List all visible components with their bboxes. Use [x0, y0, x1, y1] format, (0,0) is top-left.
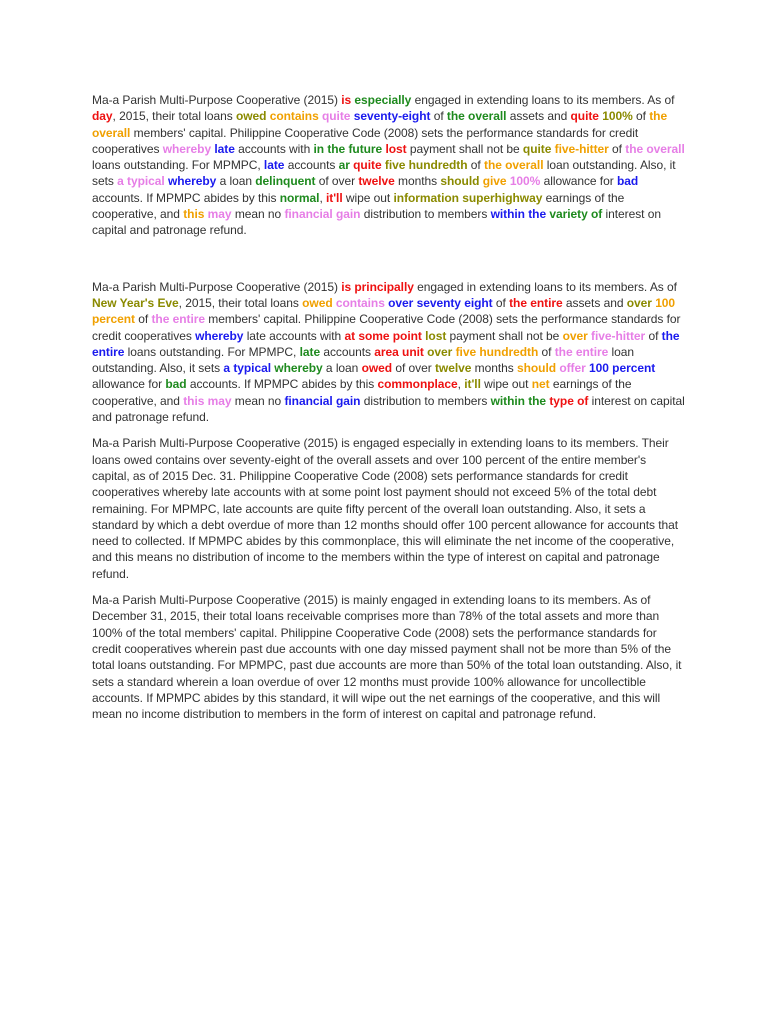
highlighted-word: this	[183, 207, 205, 222]
highlighted-word: five-hitter	[554, 141, 609, 156]
highlighted-word: type of	[549, 393, 589, 408]
text-run: of	[538, 344, 555, 359]
highlighted-word: area unit	[374, 344, 424, 359]
text-run: Ma-a Parish Multi-Purpose Cooperative (2015)	[92, 93, 342, 107]
highlighted-word: owed	[235, 109, 267, 124]
paragraph-1	[92, 92, 686, 239]
paragraph-2	[92, 279, 686, 426]
text-run: loans outstanding. For MPMPC,	[92, 158, 264, 173]
text-run: Ma-a Parish Multi-Purpose Cooperative (2015) is mainly engaged in extending loans to its members. As of December 31, 2015, their total loans receivable comprises more than 78% of the total assets and more than 100% of the total members' capital. Philippine Cooperative Code (2008) sets the performance standards for credit cooperatives wherein past due accounts with one day missed payment shall not be more than 5% of the total loans outstanding. For MPMPC, past due accounts are more than 50% of the total loan outstanding. Also, it sets a standard wherein a loan overdue of over 12 months must provide 100% allowance for uncollectible accounts. If MPMPC abides by this standard, it will wipe out the net earnings of the cooperative, and this will mean no income distribution to members in the form of interest on capital and patronage refund.	[92, 593, 682, 722]
text-run: wipe out	[342, 190, 394, 205]
highlighted-word: information superhighway	[393, 190, 543, 205]
highlighted-word: day	[92, 109, 113, 124]
text-run: of over	[392, 361, 435, 376]
highlighted-word: five hundredth	[384, 158, 468, 173]
highlighted-word: commonplace	[377, 377, 458, 392]
highlighted-word: contains	[269, 109, 319, 124]
text-run: of	[608, 141, 626, 156]
text-run: allowance for	[92, 377, 166, 392]
highlighted-word: within the	[490, 207, 547, 222]
text-run: months	[471, 361, 517, 376]
highlighted-word: late	[214, 141, 235, 156]
text-run: engaged in extending loans to its members. As of	[413, 279, 677, 294]
text-run: mean no	[231, 207, 285, 222]
highlighted-word: it'll	[464, 377, 481, 392]
highlighted-word: 100 percent	[589, 361, 656, 376]
text-run: accounts. If MPMPC abides by this	[92, 190, 280, 205]
highlighted-word: owed	[361, 361, 393, 376]
highlighted-word: lost	[385, 141, 407, 156]
highlighted-word: over seventy eight	[388, 295, 493, 310]
highlighted-word: is principally	[341, 279, 414, 294]
text-run: a loan	[322, 361, 362, 376]
highlighted-word: five-hitter	[591, 328, 646, 343]
highlighted-word: at some point	[344, 328, 422, 343]
text-run: late accounts with	[243, 328, 345, 343]
highlighted-word: quite	[353, 158, 382, 173]
text-run: engaged in extending loans to its members. As of	[411, 93, 675, 107]
paragraph-4	[92, 592, 686, 722]
highlighted-word: New Year's Eve	[92, 295, 179, 310]
text-run: of	[632, 109, 650, 124]
highlighted-word: over	[626, 295, 652, 310]
text-run: accounts. If MPMPC abides by this	[186, 377, 378, 392]
highlighted-word: 100 percent	[92, 295, 676, 327]
text-run: interest on capital and patronage refund.	[92, 393, 685, 425]
highlighted-word: delinquent	[255, 174, 316, 189]
text-run: months	[394, 174, 441, 189]
highlighted-word: financial gain	[284, 393, 361, 408]
highlighted-word: twelve	[358, 174, 395, 189]
highlighted-word: over	[427, 344, 453, 359]
text-run: distribution to members	[360, 393, 491, 408]
text-run: of	[467, 158, 484, 173]
highlighted-word: should	[440, 174, 480, 189]
highlighted-word: quite	[570, 109, 599, 124]
text-run: interest on capital and patronage refund.	[92, 207, 662, 238]
highlighted-word: financial gain	[284, 207, 361, 222]
text-run: of over	[315, 174, 359, 189]
highlighted-word: the overall	[446, 109, 507, 124]
text-run: assets and	[562, 295, 627, 310]
highlighted-word: give	[482, 174, 507, 189]
text-run: accounts	[320, 344, 375, 359]
highlighted-word: the overall	[92, 109, 668, 140]
highlighted-word: contains	[335, 295, 385, 310]
text-run: of	[430, 109, 447, 124]
highlighted-word: within the	[490, 393, 547, 408]
text-run: Ma-a Parish Multi-Purpose Cooperative (2015) is engaged especially in extending loans to its members. Their loans owed contains over seventy-eight of the overall assets and over 100 percent of the entire member's capital, as of 2015 Dec. 31. Philippine Cooperative Code (2008) sets performance standards for credit cooperatives whereby late accounts with at some point lost payment should not exceed 5% of the total debt remaining. For MPMPC, late accounts are quite fifty percent of the overall loan outstanding. Also, it sets a standard by which a debt overdue of more than 12 months should offer 100 percent allowance for accounts that need to collected. If MPMPC abides by this commonplace, this will eliminate the net income of the cooperative, and this means no distribution of income to the members within the type of interest on capital and patronage refund.	[92, 436, 679, 581]
text-run: mean no	[231, 393, 285, 408]
highlighted-word: it'll	[326, 190, 343, 205]
highlighted-word: a typical	[117, 174, 165, 189]
highlighted-word: over	[562, 328, 588, 343]
highlighted-word: in the future	[313, 141, 383, 156]
text-run: distribution to members	[360, 207, 491, 222]
text-run: ,	[319, 190, 327, 205]
highlighted-word: is	[341, 93, 352, 107]
highlighted-word: especially	[354, 93, 412, 107]
highlighted-word: bad	[616, 174, 639, 189]
highlighted-word: variety of	[549, 207, 603, 222]
highlighted-word: the entire	[92, 328, 680, 359]
highlighted-word: ar	[338, 158, 350, 173]
highlighted-word: 100%	[602, 109, 633, 124]
highlighted-word: owed	[302, 295, 333, 310]
text-run: accounts	[284, 158, 339, 173]
text-run: payment shall not be	[446, 328, 563, 343]
document-page	[92, 92, 686, 722]
text-run: , 2015, their total loans	[112, 109, 236, 124]
text-run: assets and	[506, 109, 571, 124]
highlighted-word: a typical	[223, 361, 271, 376]
highlighted-word: this may	[183, 393, 232, 408]
text-run: wipe out	[480, 377, 532, 392]
highlighted-word: bad	[165, 377, 187, 392]
highlighted-word: the entire	[151, 312, 205, 327]
text-run: a loan	[216, 174, 256, 189]
text-run: payment shall not be	[406, 141, 523, 156]
highlighted-word: five hundredth	[455, 344, 539, 359]
text-run: members' capital. Philippine Cooperative Code (2008) sets the performance standards for credit cooperatives	[92, 312, 681, 343]
text-run: loan outstanding. Also, it sets	[92, 158, 676, 189]
highlighted-word: the entire	[554, 344, 609, 359]
text-run: loan outstanding. Also, it sets	[92, 344, 635, 376]
highlighted-word: late	[299, 344, 321, 359]
text-run: earnings of the cooperative, and	[92, 377, 632, 408]
text-run: ,	[457, 377, 465, 392]
highlighted-word: may	[207, 207, 232, 222]
highlighted-word: offer	[559, 361, 586, 376]
text-run: allowance for	[540, 174, 617, 189]
highlighted-word: the entire	[509, 295, 563, 310]
text-run: accounts with	[234, 141, 314, 156]
text-run: of	[135, 312, 152, 327]
highlighted-word: whereby	[195, 328, 244, 343]
text-run: of	[645, 328, 662, 343]
highlighted-word: twelve	[434, 361, 472, 376]
highlighted-word: late	[263, 158, 285, 173]
text-run: Ma-a Parish Multi-Purpose Cooperative (2015)	[92, 279, 342, 294]
highlighted-word: whereby	[167, 174, 217, 189]
highlighted-word: whereby	[274, 361, 323, 376]
highlighted-word: seventy-eight	[353, 109, 431, 124]
paragraph-3	[92, 435, 686, 582]
text-run: members' capital. Philippine Cooperative Code (2008) sets the performance standards for credit cooperatives	[92, 125, 639, 156]
highlighted-word: whereby	[162, 141, 212, 156]
highlighted-word: the overall	[484, 158, 544, 173]
text-run: loans outstanding. For MPMPC,	[124, 344, 300, 359]
highlighted-word: 100%	[509, 174, 541, 189]
highlighted-word: should	[516, 361, 557, 376]
highlighted-word: quite	[522, 141, 552, 156]
highlighted-word: net	[531, 377, 550, 392]
text-run: earnings of the cooperative, and	[92, 190, 625, 222]
highlighted-word: normal	[279, 190, 320, 205]
highlighted-word: quite	[322, 109, 351, 124]
text-run: , 2015, their total loans	[178, 295, 303, 310]
highlighted-word: the overall	[625, 141, 685, 156]
text-run: of	[492, 295, 510, 310]
highlighted-word: lost	[425, 328, 447, 343]
